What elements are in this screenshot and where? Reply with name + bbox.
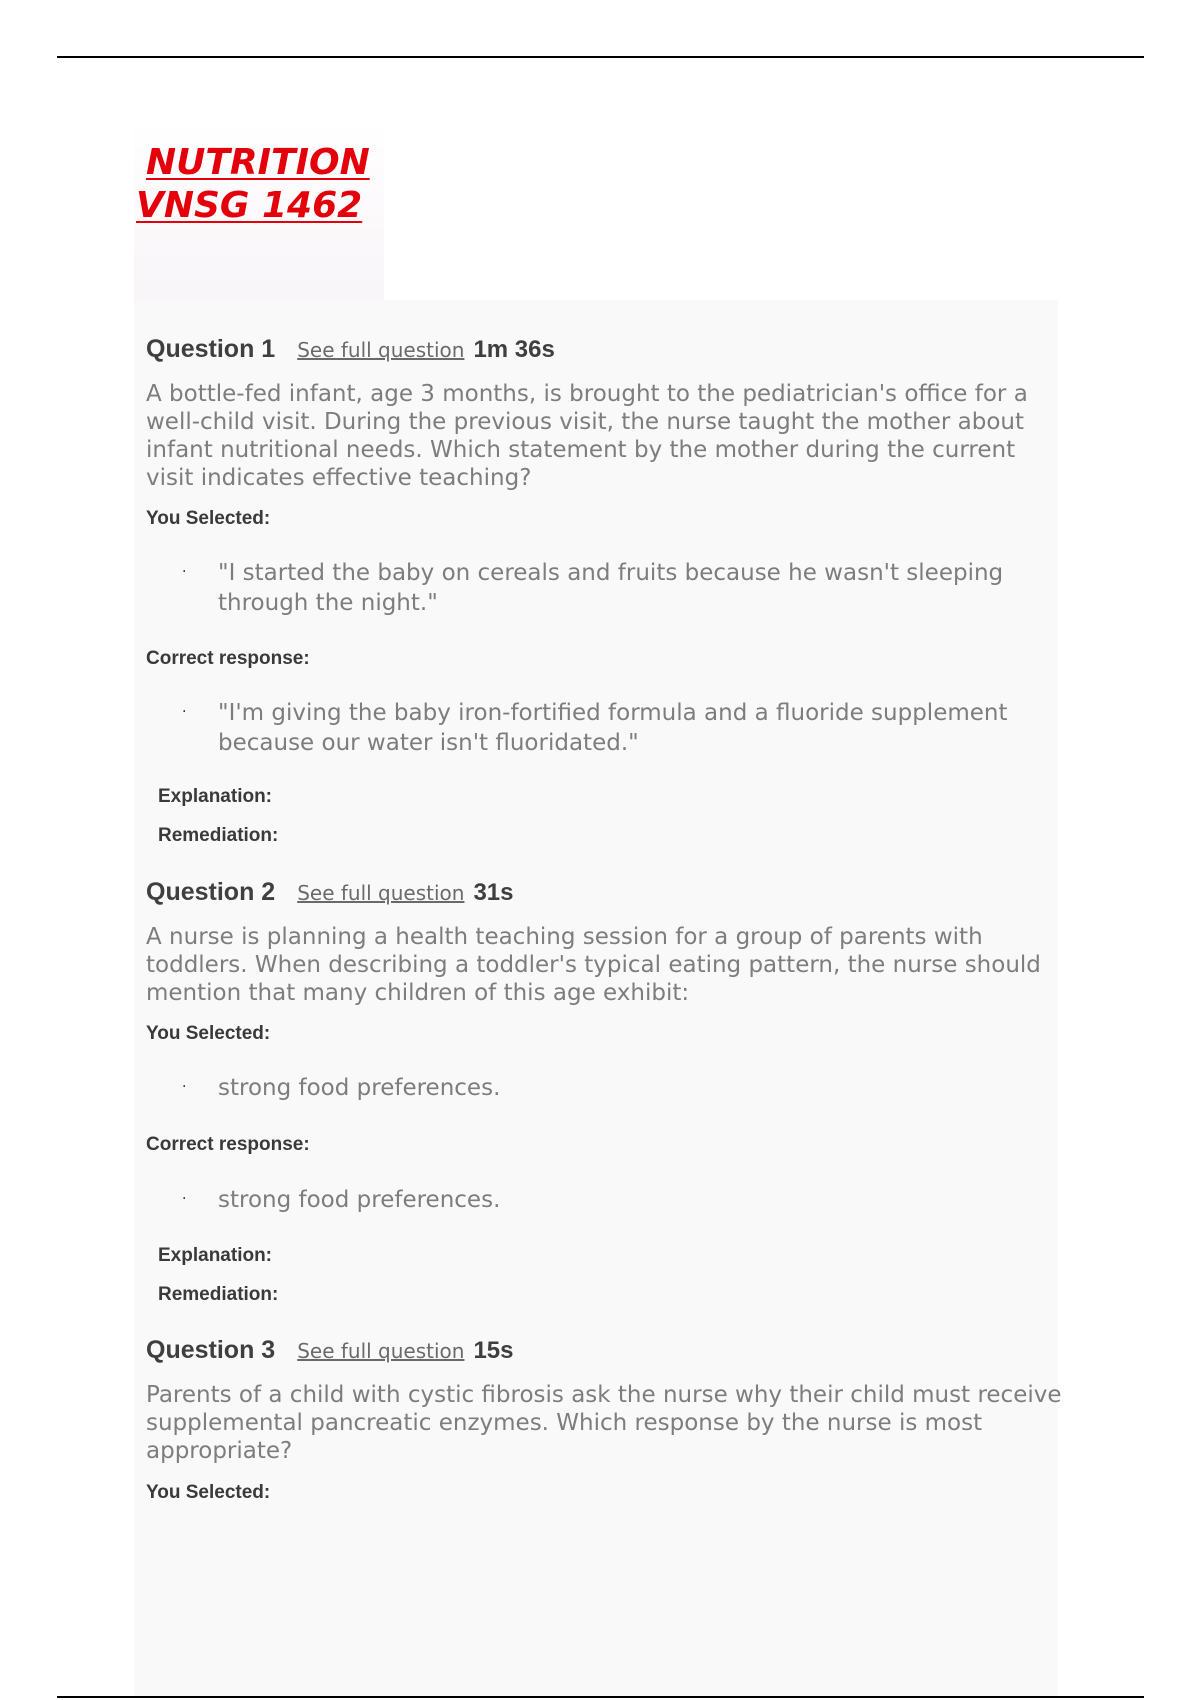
see-full-question-link[interactable]: See full question: [297, 881, 465, 905]
see-full-question-link[interactable]: See full question: [297, 1339, 465, 1363]
bullet-icon: ·: [182, 704, 187, 720]
correct-response-label: Correct response:: [146, 1134, 310, 1155]
document-title-line-2: VNSG 1462: [136, 185, 363, 226]
question-title: Question 3: [146, 1336, 276, 1364]
you-selected-label: You Selected:: [146, 1023, 271, 1044]
question-text: Parents of a child with cystic fibrosis ask the nurse why their child must receive supplemental pancreatic enzymes. Which response by the nurse is most appropriate?: [146, 1382, 1062, 1464]
question-text: A nurse is planning a health teaching session for a group of parents with toddlers. When describing a toddler's typical eating pattern, the nurse should mention that many children of this age exhibit:: [146, 924, 1041, 1006]
question-text: A bottle-fed infant, age 3 months, is brought to the pediatrician's office for a well-child visit. During the previous visit, the nurse taught the mother about infant nutritional needs. Which statement by the mother during the current visit indicates effective teaching?: [146, 381, 1028, 491]
question-time: 31s: [473, 879, 514, 906]
bottom-rule: [57, 1696, 1144, 1698]
explanation-label: Explanation:: [158, 786, 273, 807]
you-selected-label: You Selected:: [146, 1482, 271, 1503]
question-time: 15s: [473, 1337, 514, 1364]
question-title: Question 2: [146, 878, 276, 906]
top-rule: [57, 56, 1144, 58]
correct-answer-text: "I'm giving the baby iron-fortified formula and a fluoride supplement because our water isn't fluoridated.": [218, 700, 1008, 756]
remediation-label: Remediation:: [158, 825, 279, 846]
question-header: [146, 878, 514, 907]
question-header: [146, 1336, 514, 1365]
explanation-label: Explanation:: [158, 1245, 273, 1266]
question-time: 1m 36s: [473, 336, 555, 363]
document-title-line-1: NUTRITION: [146, 142, 370, 183]
selected-answer-text: "I started the baby on cereals and fruits because he wasn't sleeping through the night.": [218, 560, 1004, 616]
correct-response-label: Correct response:: [146, 648, 310, 669]
correct-answer-text: strong food preferences.: [218, 1187, 501, 1213]
bullet-icon: ·: [182, 1079, 187, 1095]
question-header: [146, 335, 555, 364]
bullet-icon: ·: [182, 1191, 187, 1207]
question-title: Question 1: [146, 335, 276, 363]
remediation-label: Remediation:: [158, 1284, 279, 1305]
you-selected-label: You Selected:: [146, 508, 271, 529]
see-full-question-link[interactable]: See full question: [297, 338, 465, 362]
selected-answer-text: strong food preferences.: [218, 1075, 501, 1101]
bullet-icon: ·: [182, 564, 187, 580]
